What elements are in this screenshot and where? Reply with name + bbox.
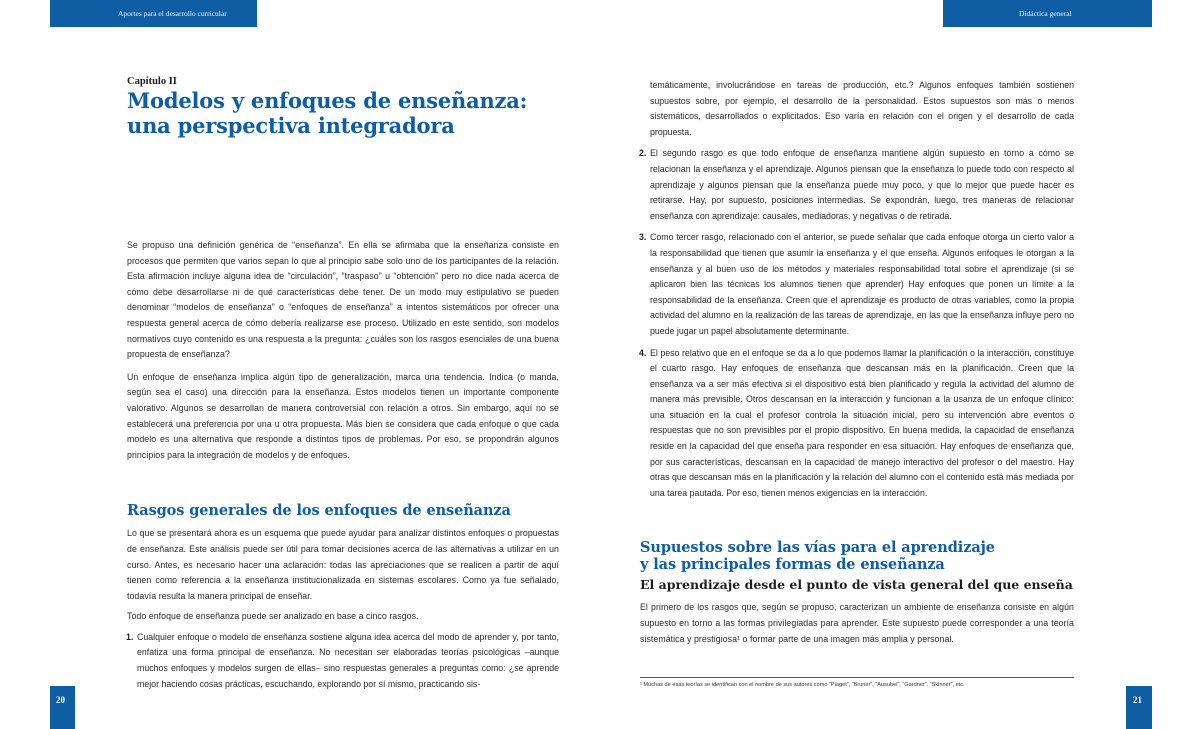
list-item-2-text: El segundo rasgo es que todo enfoque de enseñanza mantiene algún supuesto en torno a cómo se relacionan la enseñanza y el aprendizaje. Algunos piensan que la enseñanza lo puede todo con respecto al aprendizaje y algunos piensan que la enseñanza puede muy poco, y que lo mejor que puede hacer es retirarse. Hay, por supuesto, posiciones intermedias. Se expondrán, luego, tres maneras de relacionar enseñanza con aprendizaje: causales, mediadoras, y negativas o de retirada. bbox=[650, 148, 1074, 221]
footnote: ¹ Muchas de esas teorías se identifican con el nombre de sus autores como “Piaget”, “Bruner”, “Ausubel”, “Gardner”, “Skinner”, etc. bbox=[640, 682, 965, 688]
list-item-3 bbox=[640, 230, 1074, 339]
list-item-4-text: El peso relativo que en el enfoque se da a lo que podemos llamar la planificación o la interacción, constituye el cuarto rasgo. Hay enfoques de enseñanza que descansan más en la planificación. Creen que la enseñanza va a ser más efectiva si el dispositivo está bien planificado y regula la actividad del alumno de manera más previsible. Otros descansan en la interacción y funcionan a la usanza de un enfoque clínico: una situación en la cual el profesor controla la situación inicial, pero su intervención abre eventos o respuestas que no son previsibles por el propio dispositivo. En buena medida, la capacidad de enseñanza reside en la capacidad del que enseña para responder en esa situación. Hay enfoques de enseñanza que, por sus características, descansan en la capacidad de manejo interactivo del profesor o del maestro. Hay otras que descansan más en la planificación y la relación del alumno con el contenido está más mediada por una tarea pautada. Por eso, tienen menos exigencias en la interacción. bbox=[650, 347, 1074, 498]
header-bar-left bbox=[50, 0, 257, 27]
list-item-1 bbox=[127, 630, 559, 692]
footer-bar-right bbox=[1126, 686, 1152, 729]
paragraph-primero: El primero de los rasgos que, según se propuso, caracterizan un ambiente de enseñanza consiste en algún supuesto en torno a las formas privilegiadas para aprender. Este supuesto puede corresponder a una teoría sistemática y prestigiosa¹ o formar parte de una imagen más amplia y personal. bbox=[640, 602, 1074, 644]
paragraph-esquema: Lo que se presentará ahora es un esquema que puede ayudar para analizar distintos enfoques o propuestas de enseñanza. Este análisis puede ser útil para tomar decisiones acerca de las alternativas a utilizar en un curso. Antes, es necesario hacer una aclaración: todas las apreciaciones que se realicen a partir de aquí tienen como referencia a la enseñanza institucionalizada en sistemas escolares. Como ya fue señalado, todavía resulta la manera principal de enseñar. bbox=[127, 528, 559, 601]
chapter-title-line1: Modelos y enfoques de enseñanza: bbox=[127, 88, 528, 113]
list-item-4-number: 4. bbox=[639, 347, 647, 358]
section-title-supuestos-line1: Supuestos sobre las vías para el aprendizaje bbox=[640, 539, 995, 557]
left-page-column bbox=[127, 74, 559, 692]
right-page-column bbox=[640, 78, 1074, 647]
paragraph-cinco-rasgos: Todo enfoque de enseñanza puede ser analizado en base a cinco rasgos. bbox=[127, 611, 419, 622]
page-number-right: 21 bbox=[1133, 695, 1142, 705]
list-item-2-number: 2. bbox=[639, 148, 647, 159]
section-title-supuestos bbox=[640, 539, 1074, 573]
chapter-label: Capítulo II bbox=[127, 76, 177, 87]
list-item-2 bbox=[640, 146, 1074, 224]
page-number-left: 20 bbox=[56, 695, 65, 705]
list-item-1-continued-text: temáticamente, involucrándose en tareas de producción, etc.? Algunos enfoques también sostienen supuestos sobre, por ejemplo, el desarrollo de la personalidad. Estos supuestos son más o menos sistemáticos, desarrollados o explicitados. Eso varía en relación con el origen y el desarrollo de cada propuesta. bbox=[650, 80, 1074, 137]
section-title-rasgos: Rasgos generales de los enfoques de enseñanza bbox=[127, 502, 511, 520]
list-item-4 bbox=[640, 346, 1074, 502]
footer-bar-left bbox=[50, 686, 75, 729]
section-title-supuestos-line2: y las principales formas de enseñanza bbox=[640, 556, 945, 574]
paragraph-enfoque: Un enfoque de enseñanza implica algún tipo de generalización, marca una tendencia. Indica (o manda, según sea el caso) una dirección para la enseñanza. Estos modelos tienen un importante componente valorativo. Algunos se desarrollan de manera controversial con relación a otros. Sin embargo, aquí no se establecerá una preferencia por una u otra propuesta. Más bien se considera que cada enfoque o que cada modelo es una alternativa que responde a distintos tipos de problemas. Por eso, se propondrán algunos principios para la integración de modelos y de enfoques. bbox=[127, 371, 559, 460]
header-left-text: Aportes para el desarrollo curricular bbox=[118, 9, 227, 18]
subsection-title: El aprendizaje desde el punto de vista general del que enseña bbox=[640, 577, 1073, 593]
paragraph-intro: Se propuso una definición genérica de “enseñanza”. En ella se afirmaba que la enseñanza consiste en procesos que permiten que varios sepan lo que al principio sabe solo uno de los participantes de la relación. Esta afirmación incluye alguna idea de “circulación”, “traspaso” u “obtención” pero no dice nada acerca de cómo debe desarrollarse ni de qué características debe tener. De un modo muy estipulativo se pueden denominar “modelos de enseñanza” o “enfoques de enseñanza” a intentos sistemáticos por ofrecer una respuesta general acerca de cómo debería realizarse ese proceso. Utilizado en este sentido, son modelos normativos cuyo contenido es una respuesta a la pregunta: ¿cuáles son los rasgos esenciales de una buena propuesta de enseñanza? bbox=[127, 240, 559, 360]
chapter-title bbox=[127, 88, 559, 138]
chapter-title-line2: una perspectiva integradora bbox=[127, 113, 455, 138]
footnote-divider bbox=[640, 677, 1074, 678]
list-item-1-text: Cualquier enfoque o modelo de enseñanza sostiene alguna idea acerca del modo de aprender y, por tanto, enfatiza una forma principal de enseñanza. No necesitan ser elaboradas teorías psicológicas –aunque muchos enfoques y modelos surgen de ellas– sino respuestas generales a preguntas como: ¿se aprende mejor haciendo cosas prácticas, escuchando, explorando por sí mismo, practicando sis- bbox=[137, 631, 559, 689]
header-right-text: Didáctica general bbox=[1019, 9, 1072, 18]
rasgos-list bbox=[127, 630, 559, 692]
list-item-3-number: 3. bbox=[639, 232, 647, 243]
list-item-1-continued bbox=[640, 78, 1074, 140]
list-item-3-text: Como tercer rasgo, relacionado con el anterior, se puede señalar que cada enfoque otorga un cierto valor a la responsabilidad que tienen que asumir la enseñanza y el que enseña. Algunos enfoques le otorgan a la enseñanza y al buen uso de los métodos y materiales responsabilidad total sobre el aprendizaje (si se aplicaron bien las técnicas los alumnos tienen que aprender) Hay enfoques que ponen un límite a la responsabilidad de la enseñanza. Creen que el aprendizaje es producto de otras variables, como la propia actividad del alumno en la realización de las tareas de aprendizaje, en las que la enseñanza influye pero no puede jugar un papel absolutamente determinante. bbox=[650, 232, 1074, 336]
header-bar-right bbox=[943, 0, 1152, 27]
list-item-1-number: 1. bbox=[126, 631, 134, 642]
